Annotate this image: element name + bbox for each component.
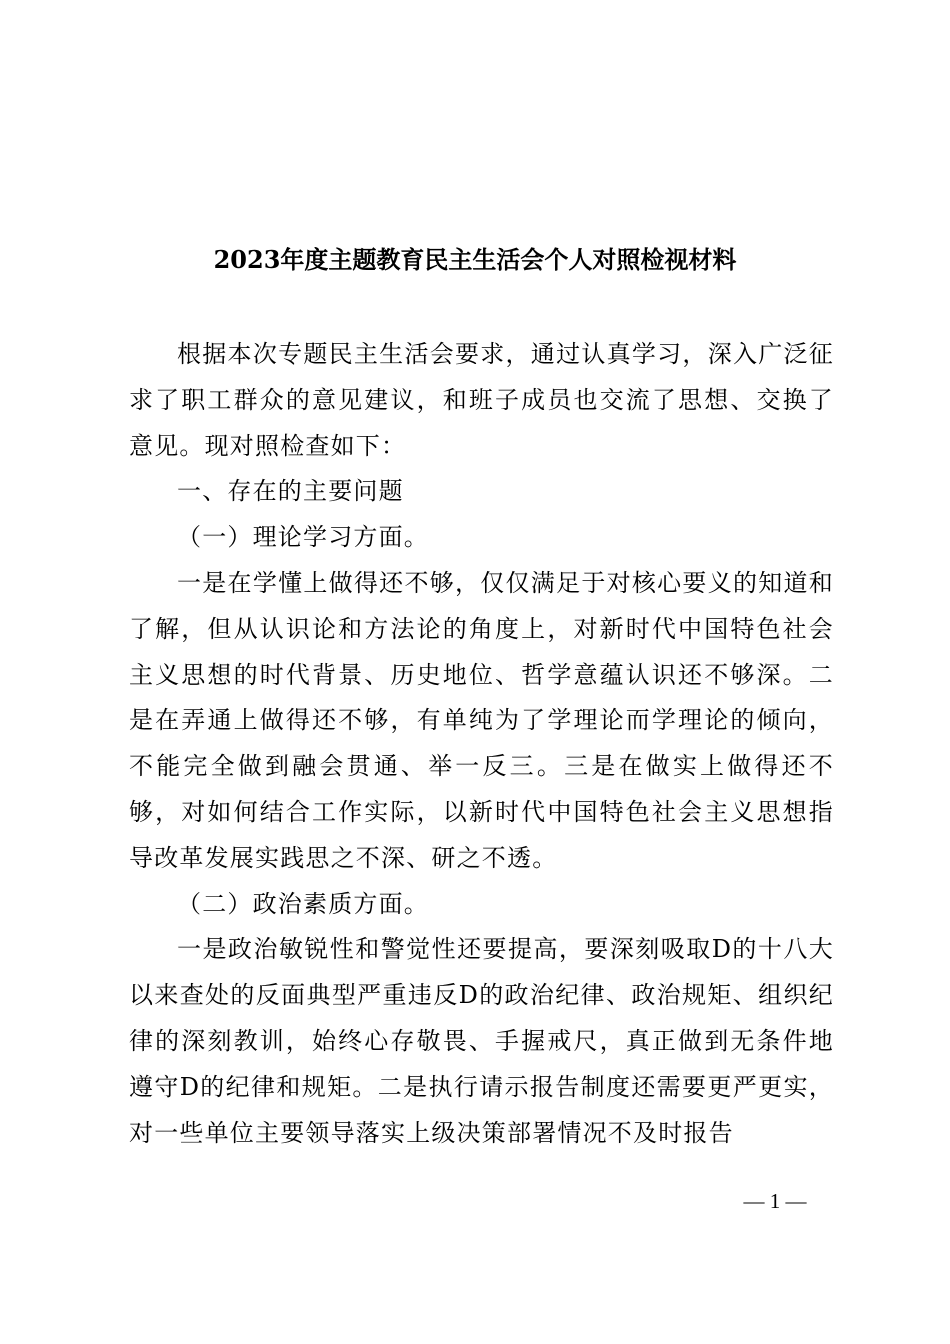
subsection-heading-politics: （二）政治素质方面。 [177,889,429,918]
subsection-heading-theory: （一）理论学习方面。 [177,523,429,552]
politics-paragraph: 一是政治敏锐性和警觉性还要提高，要深刻吸取D的十八大以来查处的反面典型严重违反D的政治纪律、政治规矩、组织纪律的深刻教训，始终心存敬畏、手握戒尺，真正做到无条件地遵守D的纪律和规矩。二是执行请示报告制度还需要更严更实，对一些单位主要领导落实上级决策部署情况不及时报告 [129,935,834,1147]
document-title: 2023年度主题教育民主生活会个人对照检视材料 [213,245,737,274]
theory-paragraph: 一是在学懂上做得还不够，仅仅满足于对核心要义的知道和了解，但从认识论和方法论的角度上，对新时代中国特色社会主义思想的时代背景、历史地位、哲学意蕴认识还不够深。二是在弄通上做得还不够，有单纯为了学理论而学理论的倾向，不能完全做到融会贯通、举一反三。三是在做实上做得还不够，对如何结合工作实际，以新时代中国特色社会主义思想指导改革发展实践思之不深、研之不透。 [129,568,834,872]
document-body [129,332,834,1156]
section-heading-problems: 一、存在的主要问题 [177,477,404,506]
page-number: — 1 — [743,1189,807,1213]
intro-paragraph: 根据本次专题民主生活会要求，通过认真学习，深入广泛征求了职工群众的意见建议，和班子成员也交流了思想、交换了意见。现对照检查如下： [129,340,834,460]
